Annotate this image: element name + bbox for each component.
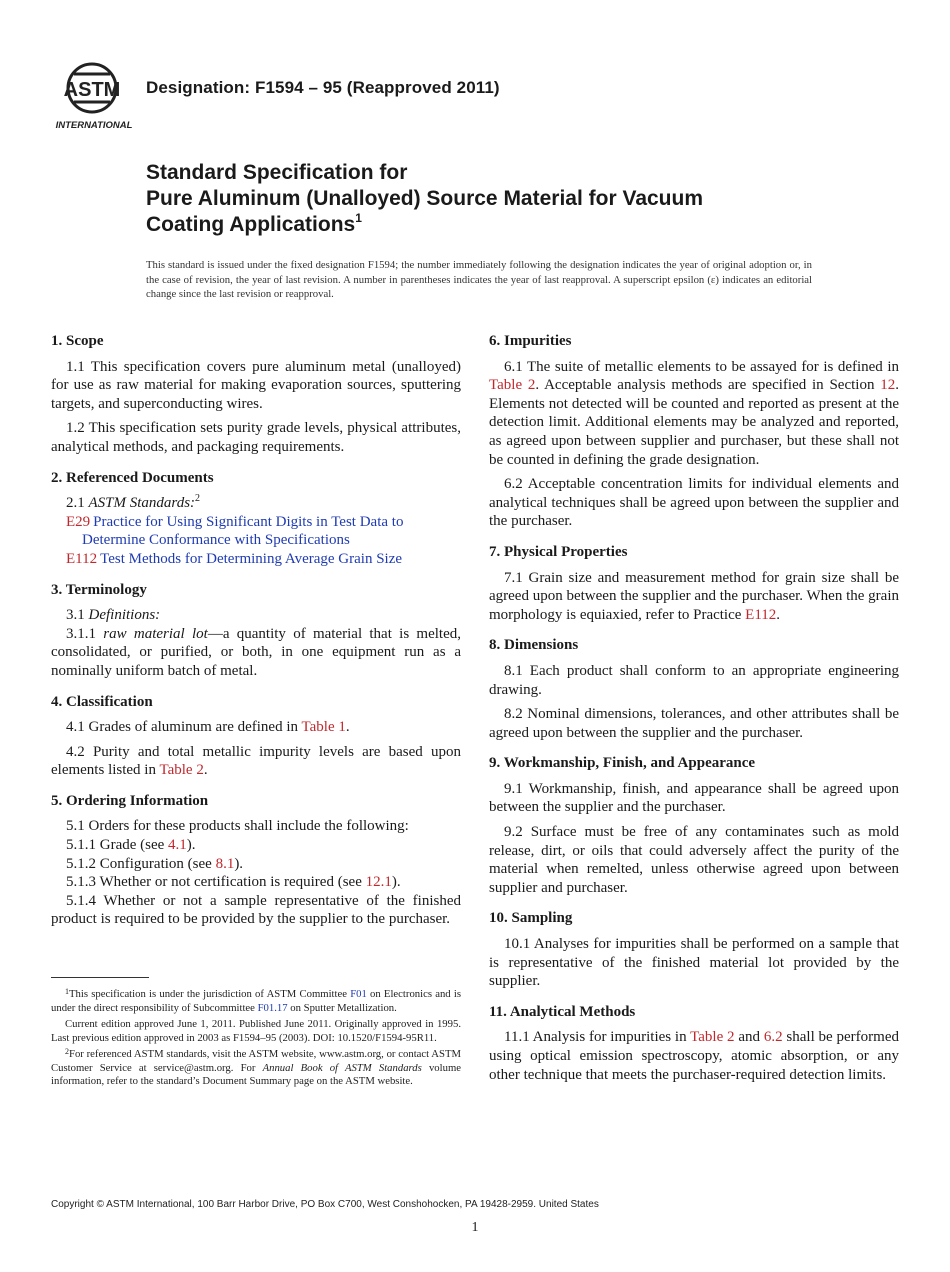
table-1-link[interactable]: Table 1 [301, 719, 346, 736]
clause-number: 2.1 [66, 495, 89, 512]
paragraph [51, 606, 461, 625]
text: ). [234, 855, 244, 872]
section-heading: 4. Classification [51, 693, 153, 710]
section-heading: 11. Analytical Methods [489, 1003, 636, 1020]
clause-title: Definitions: [88, 607, 161, 624]
paragraph: 5.1 Orders for these products shall include the following: [66, 818, 409, 835]
footnote-2 [51, 1048, 461, 1089]
text: ). [391, 874, 401, 891]
clause-link[interactable]: 4.1 [168, 837, 187, 854]
footnote-mark: 2 [195, 493, 201, 505]
clause-number: 3.1 [66, 607, 89, 624]
paragraph: 5.1.4 Whether or not a sample representative of the finished product is required to be provided by the supplier to the purchaser. [51, 892, 461, 928]
paragraph [51, 855, 461, 874]
text: . [776, 606, 781, 623]
text: 11.1 Analysis for impurities in [504, 1029, 691, 1046]
text: ). [186, 837, 196, 854]
paragraph [51, 718, 461, 737]
paragraph [51, 494, 461, 513]
section-heading: 10. Sampling [489, 910, 573, 927]
section-impurities [489, 332, 899, 531]
section-physical-properties [489, 543, 899, 624]
text: and [734, 1029, 764, 1046]
footnote-mark: 2 [65, 1047, 69, 1056]
clause-link[interactable]: 12.1 [365, 874, 392, 891]
text: on Electronics and is under the direct responsibility of Subcommittee [51, 988, 461, 1014]
reference-item [51, 513, 461, 550]
clause-number: 3.1.1 [66, 625, 104, 642]
section-heading: 2. Referenced Documents [51, 469, 214, 486]
paragraph: 6.2 Acceptable concentration limits for individual elements and analytical techniques shall be agreed upon between the supplier and the purchaser. [489, 476, 899, 530]
left-column [51, 332, 461, 941]
table-2-link[interactable]: Table 2 [489, 377, 536, 394]
definition-text: —a quantity of material that is melted, consolidated, or purified, or both, in one equipment run as a nominally uniform batch of metal. [51, 625, 461, 679]
committee-f01-link[interactable]: F01 [350, 988, 367, 1000]
reference-title-link[interactable]: Test Methods for Determining Average Grain Size [100, 550, 403, 567]
title-line-3 [146, 212, 846, 238]
clause-title: ASTM Standards: [88, 495, 196, 512]
section-referenced-documents [51, 469, 461, 569]
reference-code-link[interactable]: E112 [66, 550, 98, 567]
text: . [203, 762, 208, 779]
text: 7.1 Grain size and measurement method for grain size shall be agreed upon between the supplier and the purchaser. When the grain morphology is equiaxied, refer to Practice [489, 569, 899, 623]
title-line-2: Pure Aluminum (Unalloyed) Source Material for Vacuum [146, 187, 704, 210]
paragraph [489, 1028, 899, 1084]
section-ordering-information [51, 792, 461, 929]
text: 5.1.2 Configuration (see [66, 855, 216, 872]
designation: Designation: F1594 – 95 (Reapproved 2011) [146, 78, 500, 97]
text: 5.1.3 Whether or not certification is required (see [66, 874, 366, 891]
paragraph: 1.1 This specification covers pure aluminum metal (unalloyed) for use as raw material for making evaporation sources, sputtering targets, and superconducting wires. [51, 358, 461, 412]
title-footnote-mark: 1 [355, 211, 362, 225]
section-heading: 6. Impurities [489, 333, 572, 349]
paragraph [489, 358, 899, 470]
paragraph [51, 873, 461, 892]
section-analytical-methods [489, 1003, 899, 1084]
paragraph [489, 569, 899, 625]
page-number: 1 [471, 1220, 479, 1235]
defined-term: raw material lot [103, 625, 208, 642]
copyright: Copyright © ASTM International, 100 Barr Harbor Drive, PO Box C700, West Conshohocken, PA 19428-2959. United States [51, 1199, 599, 1210]
paragraph [51, 743, 461, 780]
standard-notice: This standard is issued under the fixed designation F1594; the number immediately following the designation indicates the year of original adoption or, in the case of revision, the year of last revision. A number in parentheses indicates the year of last reapproval. A superscript epsilon (ε) indicates an editorial change since the last revision or reapproval. [146, 259, 812, 300]
paragraph: 8.2 Nominal dimensions, tolerances, and other attributes shall be agreed upon between the supplier and the purchaser. [489, 706, 899, 741]
paragraph: 9.2 Surface must be free of any contaminates such as mold release, dirt, or oils that could adversely affect the purity of the material when remelted, unless otherwise agreed upon between supplier and purchaser. [489, 824, 899, 896]
paragraph [51, 625, 461, 681]
reference-item [51, 550, 461, 569]
section-dimensions [489, 636, 899, 742]
text: 4.2 Purity and total metallic impurity levels are based upon elements listed in [51, 743, 461, 779]
text: volume information, refer to the standard’s Document Summary page on the ASTM website. [51, 1061, 462, 1087]
footnote-divider [51, 977, 149, 978]
section-heading: 7. Physical Properties [489, 543, 628, 560]
paragraph [51, 836, 461, 855]
paragraph: 9.1 Workmanship, finish, and appearance shall be agreed upon between the supplier and the purchaser. [489, 780, 899, 816]
right-column [489, 332, 899, 1096]
footnote-1 [51, 988, 461, 1015]
text: on Sputter Metallization. [287, 1001, 397, 1014]
subcommittee-f01-17-link[interactable]: F01.17 [257, 1001, 288, 1014]
text: shall be performed using optical emission spectroscopy, atomic absorption, or any other technique that meets the purchaser-required detection limits. [489, 1029, 899, 1083]
reference-code-link[interactable]: E29 [66, 513, 91, 530]
section-sampling [489, 909, 899, 990]
paragraph: 10.1 Analyses for impurities shall be performed on a sample that is representative of the finished material lot provided by the supplier. [489, 936, 899, 990]
footnote-mark: 1 [65, 987, 69, 996]
section-heading: 1. Scope [51, 333, 104, 349]
text: 4.1 Grades of aluminum are defined in [66, 719, 302, 736]
table-2-link[interactable]: Table 2 [690, 1029, 735, 1046]
section-heading: 9. Workmanship, Finish, and Appearance [489, 755, 756, 772]
text: For referenced ASTM standards, visit the ASTM website, www.astm.org, or contact ASTM Customer Service at service@astm.org. For [51, 1048, 461, 1074]
section-heading: 3. Terminology [51, 581, 147, 598]
section-scope [51, 332, 461, 457]
astm-logo-icon [52, 56, 136, 134]
footnote-edition: Current edition approved June 1, 2011. Published June 2011. Originally approved in 1995. Last previous edition approved in 2003 as F1594–95 (2003). DOI: 10.1520/F1594-95R11. [51, 1018, 461, 1044]
section-classification [51, 693, 461, 780]
text: . Acceptable analysis methods are specified in Section [535, 377, 881, 394]
reference-title-link[interactable]: Practice for Using Significant Digits in Test Data to Determine Conformance with Specifications [82, 513, 404, 549]
section-12-link[interactable]: 12 [880, 377, 896, 394]
paragraph: 8.1 Each product shall conform to an appropriate engineering drawing. [489, 662, 899, 698]
e112-link[interactable]: E112 [745, 606, 777, 623]
footnotes [51, 988, 461, 1092]
text: This specification is under the jurisdiction of ASTM Committee [69, 988, 351, 1000]
clause-6-2-link[interactable]: 6.2 [763, 1029, 783, 1046]
paragraph: 1.2 This specification sets purity grade levels, physical attributes, analytical methods, and packaging requirements. [51, 420, 461, 455]
table-2-link[interactable]: Table 2 [159, 762, 204, 779]
astm-logo [52, 56, 136, 134]
text: 6.1 The suite of metallic elements to be assayed for is defined in [504, 358, 899, 375]
title-line-1: Standard Specification for [146, 161, 408, 184]
book-title: Annual Book of ASTM Standards [262, 1061, 422, 1074]
document-title [146, 160, 846, 238]
section-heading: 5. Ordering Information [51, 792, 209, 809]
logo-text: INTERNATIONAL [55, 120, 133, 131]
section-workmanship [489, 754, 899, 897]
text: . Elements not detected will be counted and reported as present at the detection limit. Additional elements may be analyzed and reported, as agreed upon between supplier and purchaser, but these shall not be counted in defining the grade designation. [489, 377, 899, 468]
logo-letters: ASTM [63, 79, 121, 101]
text: . [345, 719, 350, 736]
section-terminology [51, 581, 461, 681]
section-heading: 8. Dimensions [489, 637, 579, 654]
clause-link[interactable]: 8.1 [215, 855, 235, 872]
title-line-3-text: Coating Applications [146, 213, 356, 236]
text: 5.1.1 Grade (see [66, 837, 169, 854]
